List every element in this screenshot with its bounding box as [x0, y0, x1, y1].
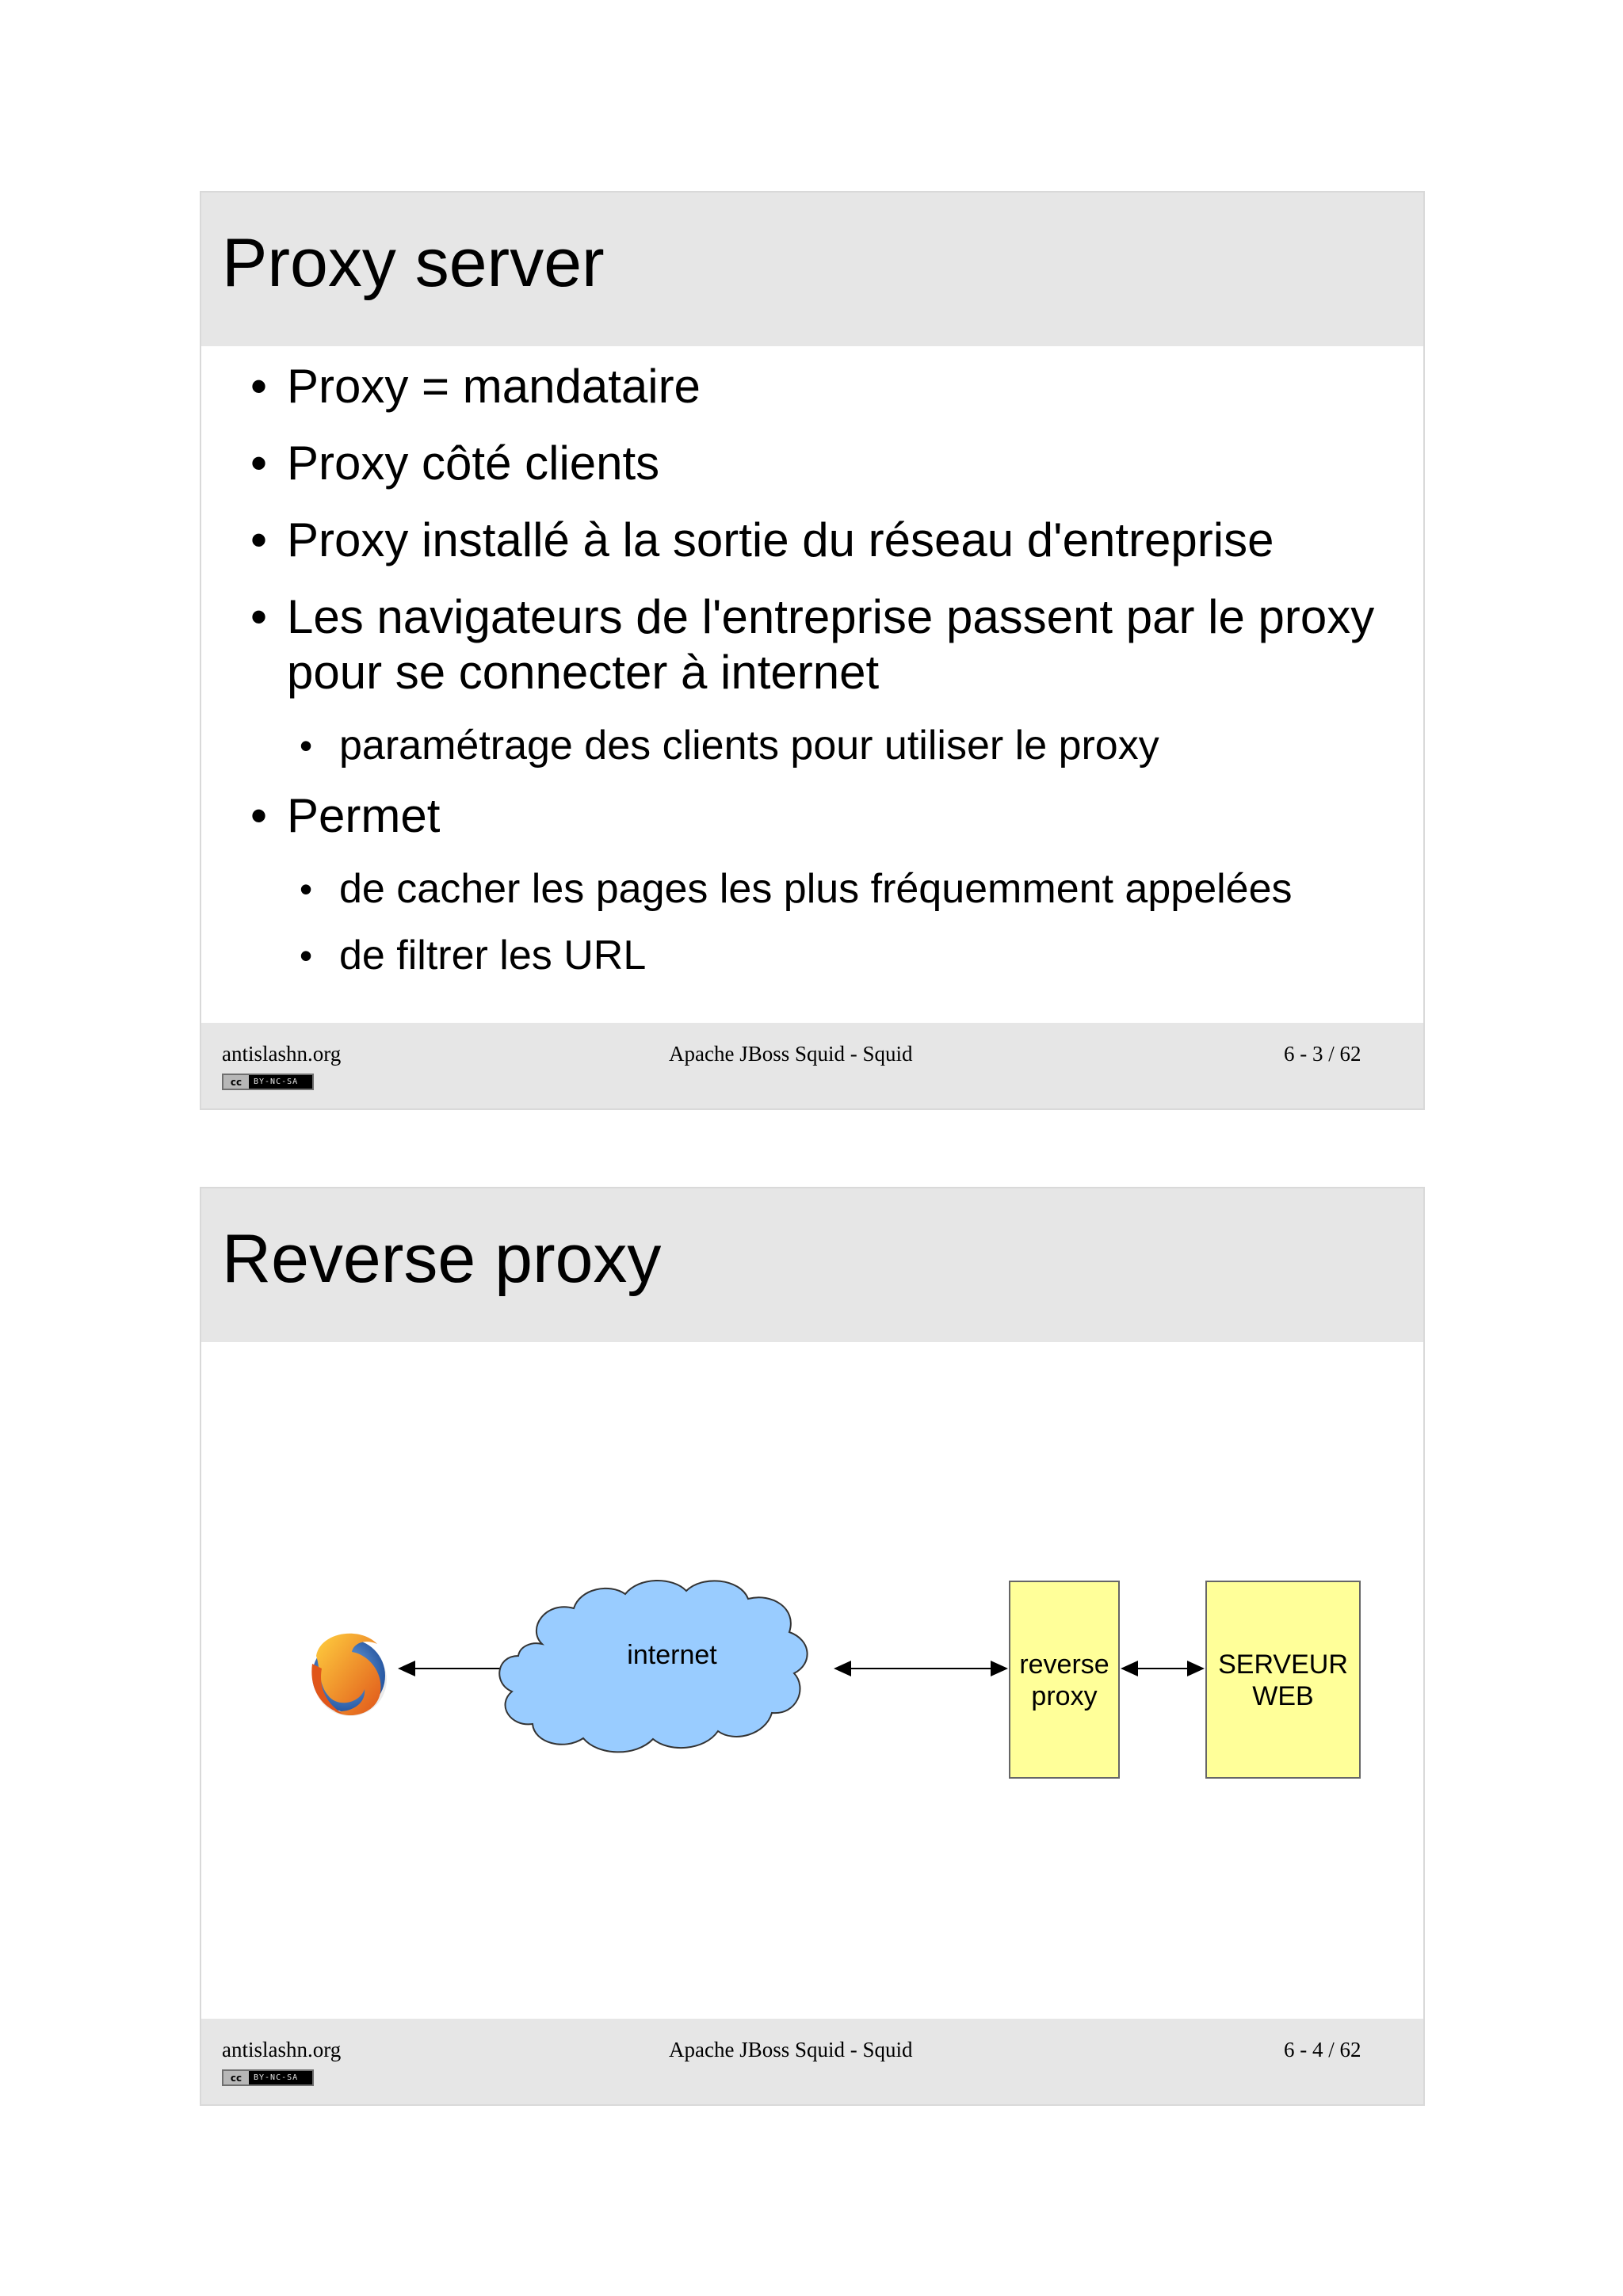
slide-title: Proxy server: [222, 225, 605, 301]
bullet-dot-icon: •: [300, 725, 313, 766]
bullet-dot-icon: •: [250, 513, 268, 566]
slide-title: Reverse proxy: [222, 1221, 662, 1297]
bullet-dot-icon: •: [250, 437, 268, 490]
bullet-item: • Proxy = mandataire: [250, 360, 701, 413]
web-server-label-line2: WEB: [1252, 1681, 1314, 1711]
bullet-list: [201, 359, 1423, 998]
bullet-dot-icon: •: [300, 868, 313, 910]
bullet-item: • Proxy côté clients: [250, 437, 660, 490]
web-server-box: [1206, 1581, 1360, 1778]
reverse-proxy-diagram: [201, 1188, 1426, 2107]
footer-site: antislashn.org: [222, 2038, 342, 2061]
sub-bullet-item: • de filtrer les URL: [300, 933, 647, 978]
slide-proxy-server: [200, 191, 1425, 1110]
footer-title: Apache JBoss Squid - Squid: [669, 1042, 913, 1066]
slide-reverse-proxy: [200, 1187, 1425, 2106]
footer-page-number: 6 - 3 / 62: [1284, 1042, 1361, 1066]
footer-site: antislashn.org: [222, 1042, 342, 1066]
bullet-item: • Les navigateurs de l'entreprise passent par le proxy pour se connecter à internet: [250, 590, 1375, 699]
license-label: BY-NC-SA: [254, 1077, 299, 1086]
bullet-dot-icon: •: [250, 590, 268, 643]
bullet-item: • Proxy installé à la sortie du réseau d'entreprise: [250, 513, 1274, 566]
bullet-dot-icon: •: [250, 360, 268, 413]
cc-icon: cc: [223, 2071, 249, 2084]
reverse-proxy-label-line2: proxy: [1031, 1681, 1098, 1711]
sub-bullet-item: • de cacher les pages les plus fréquemment appelées: [300, 866, 1293, 912]
slide-header: [201, 193, 1423, 346]
bullet-item: • Permet: [250, 789, 441, 842]
reverse-proxy-box: [1010, 1581, 1119, 1778]
reverse-proxy-label-line1: reverse: [1019, 1650, 1109, 1680]
slide-footer: [201, 1023, 1423, 1108]
slide-footer: [201, 2019, 1423, 2104]
cc-license-badge: [222, 2069, 314, 2086]
bullet-dot-icon: •: [250, 789, 268, 842]
bullet-dot-icon: •: [300, 935, 313, 976]
cc-icon: cc: [223, 1075, 249, 1089]
firefox-icon: [311, 1634, 387, 1716]
footer-title: Apache JBoss Squid - Squid: [669, 2038, 913, 2061]
cloud-label: internet: [627, 1640, 717, 1670]
sub-bullet-item: • paramétrage des clients pour utiliser le proxy: [300, 723, 1159, 769]
footer-page-number: 6 - 4 / 62: [1284, 2038, 1361, 2061]
license-label: BY-NC-SA: [254, 2073, 299, 2082]
web-server-label-line1: SERVEUR: [1218, 1650, 1348, 1680]
cc-license-badge: [222, 1074, 314, 1090]
